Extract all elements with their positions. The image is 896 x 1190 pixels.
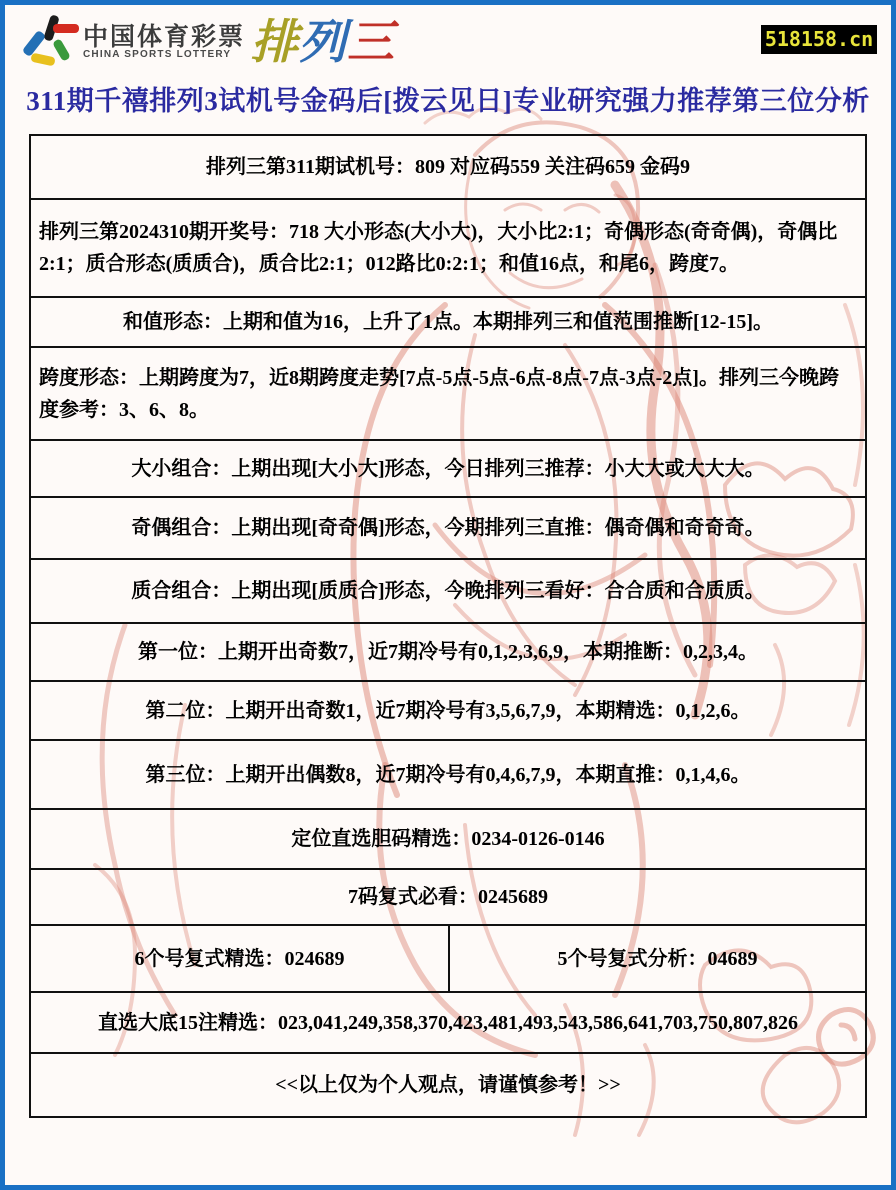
brand-name-en: CHINA SPORTS LOTTERY	[83, 48, 232, 60]
page-title: 311期千禧排列3试机号金码后[拨云见日]专业研究强力推荐第三位分析	[26, 86, 870, 116]
table-cell: 6个号复式精选：024689	[134, 947, 345, 970]
logo-pailiesan	[251, 15, 395, 69]
brand-logo	[23, 15, 395, 69]
icon-bar-red	[53, 24, 79, 33]
table-row: 跨度形态：上期跨度为7，近8期跨度走势[7点-5点-5点-6点-8点-7点-3点-2点]。排列三今晚跨度参考：3、6、8。	[31, 346, 865, 439]
table-row: 排列三第311期试机号：809 对应码559 关注码659 金码9	[206, 156, 690, 178]
table-row: 排列三第2024310期开奖号：718 大小形态(大小大)，大小比2:1；奇偶形态(奇奇偶)，奇偶比2:1；质合形态(质质合)，质合比2:1；012路比0:2:1；和值16点，和尾6，跨度7。	[31, 198, 865, 296]
table-row: 大小组合：上期出现[大小大]形态，今日排列三推荐：小大大或大大大。	[31, 439, 865, 496]
analysis-table	[29, 134, 867, 1118]
site-badge[interactable]: 518158.cn	[761, 25, 877, 54]
table-row: 质合组合：上期出现[质质合]形态，今晚排列三看好：合合质和合质质。	[31, 558, 865, 622]
table-row-split	[31, 924, 865, 991]
logo-char: 三	[347, 15, 396, 68]
sports-lottery-icon	[23, 15, 75, 69]
table-cell: 5个号复式分析：04689	[448, 926, 865, 991]
table-row: 定位直选胆码精选：0234-0126-0146	[31, 808, 865, 868]
table-row: 和值形态：上期和值为16，上升了1点。本期排列三和值范围推断[12-15]。	[31, 296, 865, 346]
logo-char: 列	[299, 15, 348, 68]
icon-bar-yellow	[30, 53, 55, 67]
header	[5, 13, 891, 75]
table-row: 第一位：上期开出奇数7，近7期冷号有0,1,2,3,6,9，本期推断：0,2,3,4。	[31, 622, 865, 680]
logo-char: 排	[251, 15, 300, 68]
table-row: <<以上仅为个人观点，请谨慎参考！>>	[31, 1052, 865, 1116]
brand-text	[83, 24, 245, 61]
table-row: 7码复式必看：0245689	[31, 868, 865, 924]
table-row: 奇偶组合：上期出现[奇奇偶]形态，今期排列三直推：偶奇偶和奇奇奇。	[31, 496, 865, 558]
table-row: 第二位：上期开出奇数1，近7期冷号有3,5,6,7,9，本期精选：0,1,2,6。	[31, 680, 865, 739]
table-row: 直选大底15注精选：023,041,249,358,370,423,481,493,543,586,641,703,750,807,826	[31, 991, 865, 1052]
icon-bar-green	[52, 38, 71, 62]
table-row: 第三位：上期开出偶数8，近7期冷号有0,4,6,7,9，本期直推：0,1,4,6。	[31, 739, 865, 808]
brand-name-cn: 中国体育彩票	[83, 22, 246, 51]
